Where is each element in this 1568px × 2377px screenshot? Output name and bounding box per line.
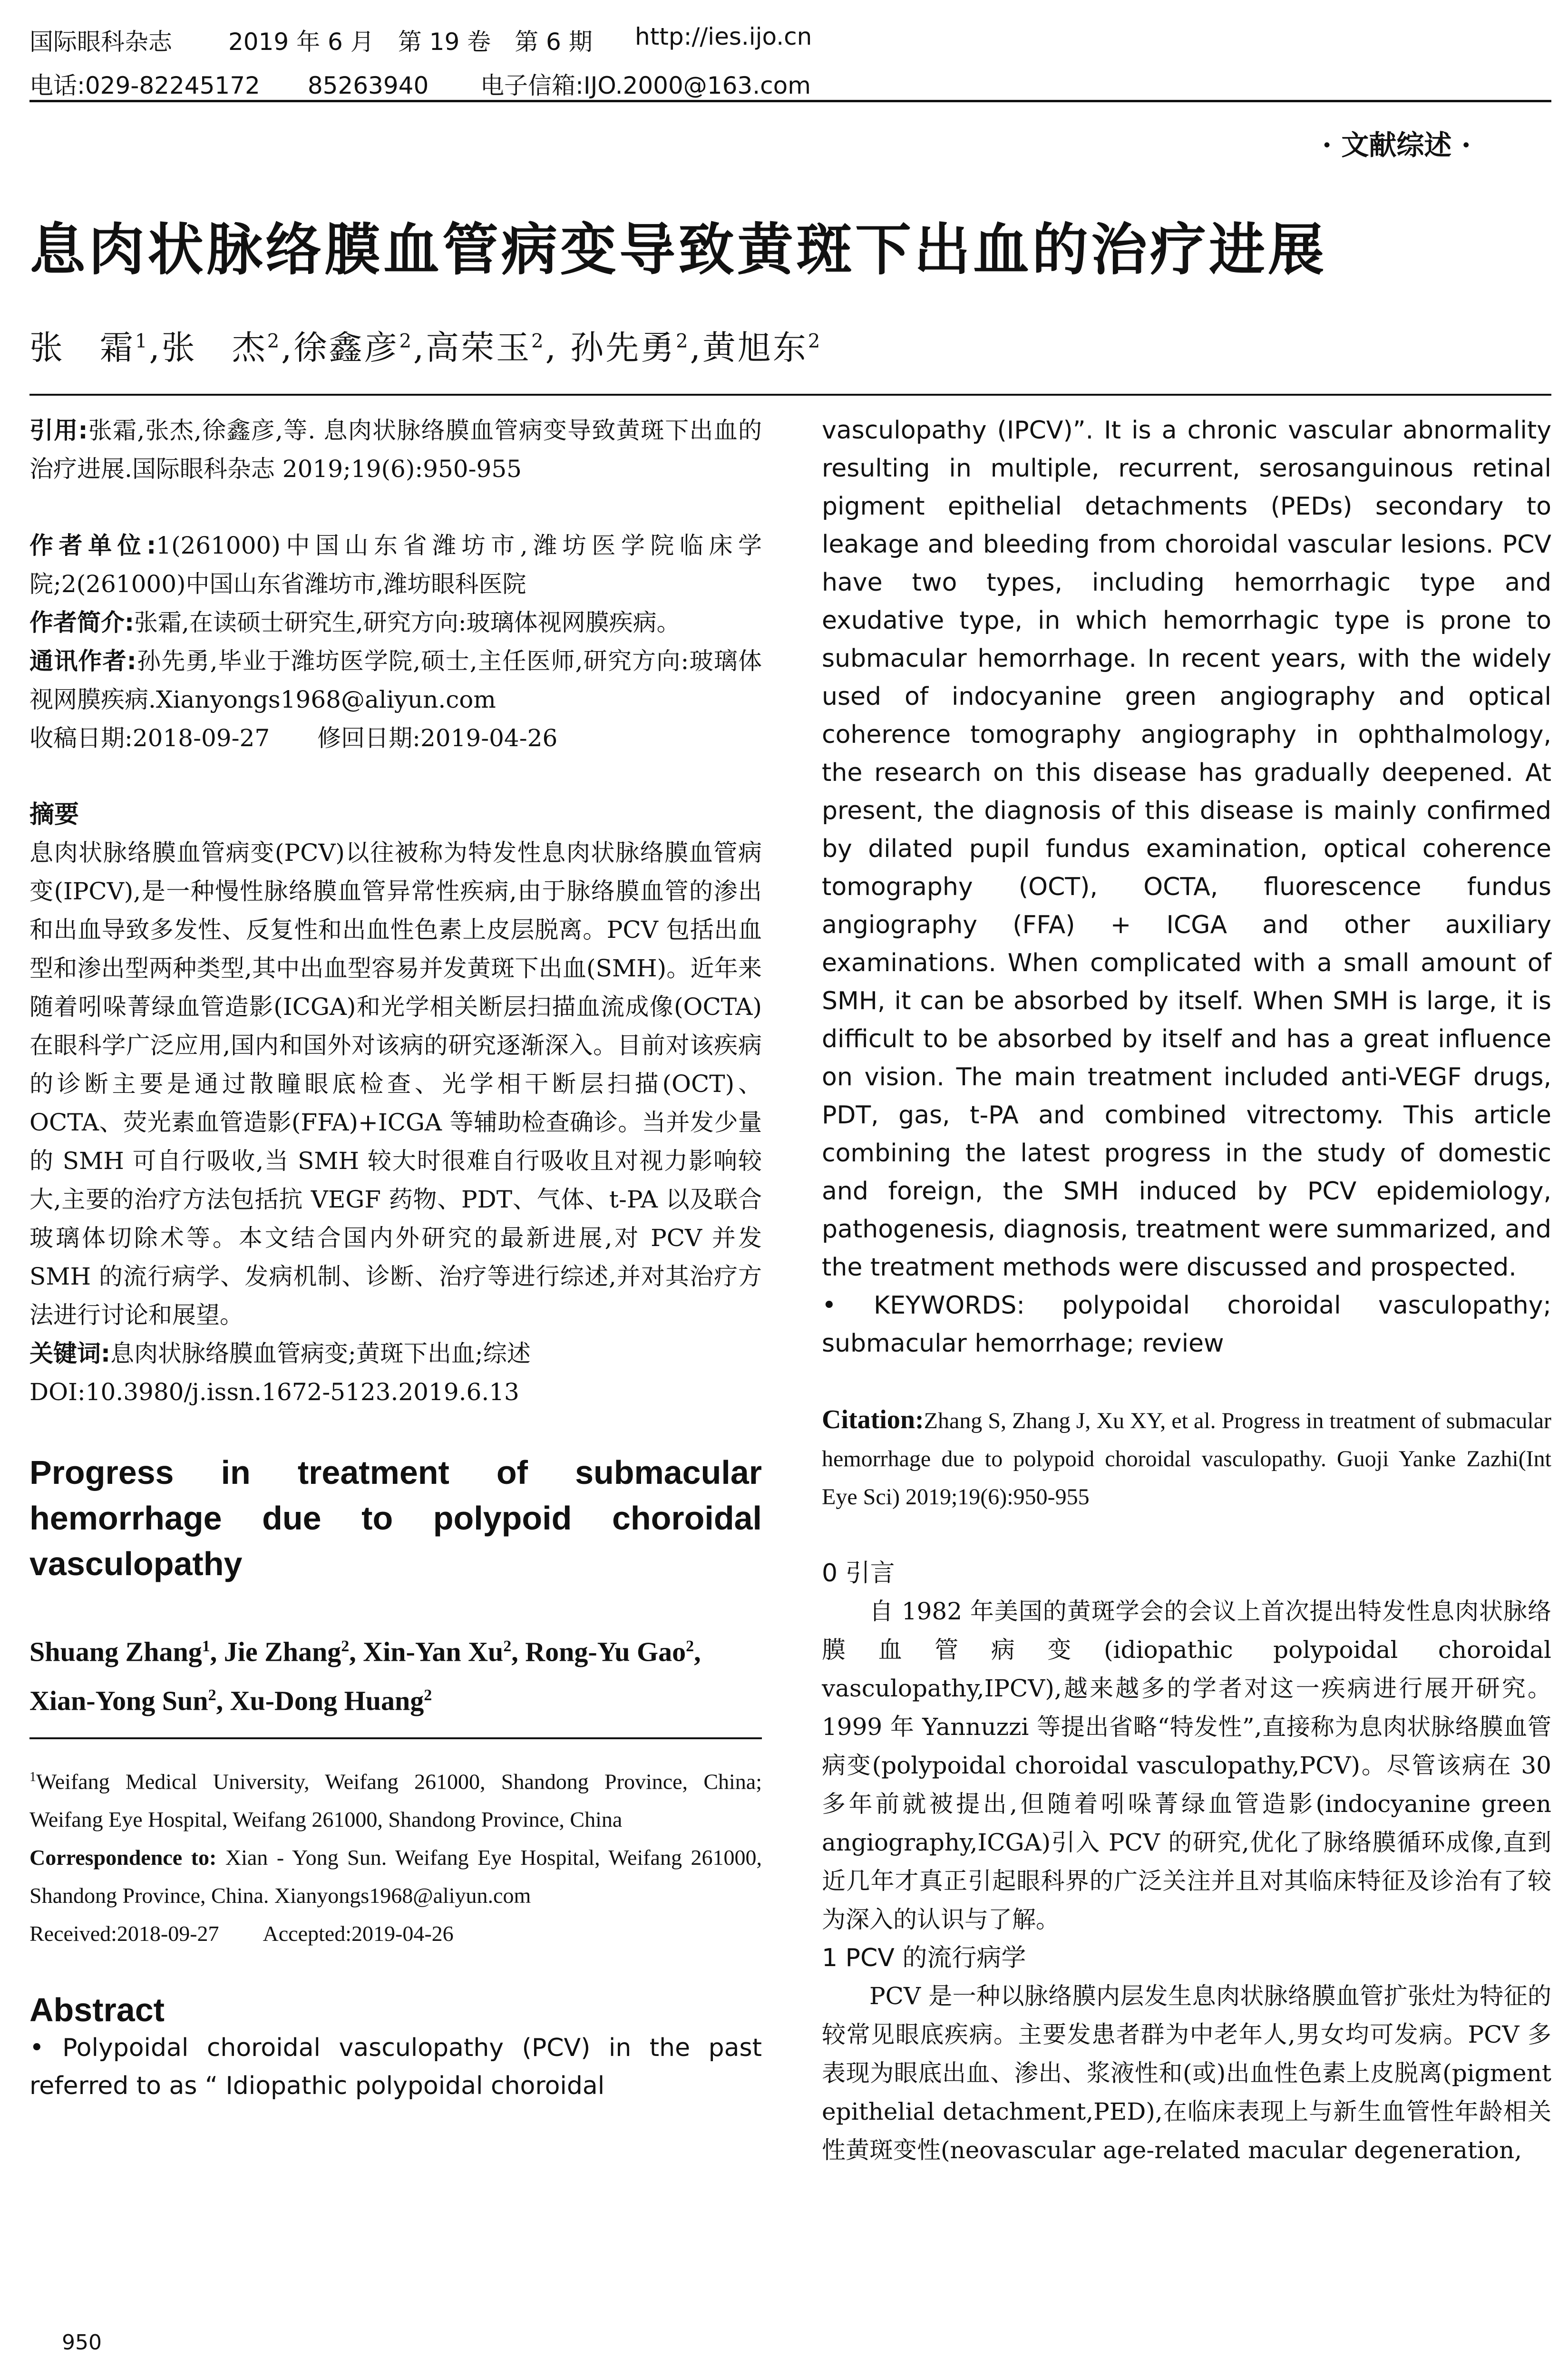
- journal-url: http://ies.ijo.cn: [635, 23, 812, 50]
- header-rule: [29, 100, 1551, 102]
- author-sup: 2: [267, 330, 282, 352]
- citation-block: 引用:张霜,张杰,徐鑫彦,等. 息肉状脉络膜血管病变导致黄斑下出血的治疗进展.国际眼科杂志 2019;19(6):950-955: [29, 417, 762, 483]
- english-title: Progress in treatment of submacular hemorrhage due to polypoid choroidal vasculopathy: [29, 1454, 762, 1582]
- author-list: 张 霜$^1$,张 杰$^2$,徐鑫彦$^2$,高荣玉$^2$, 孙先勇$^2$,黄旭东$^2$: [29, 328, 822, 367]
- dates: 收稿日期:2018-09-27 修回日期:2019-04-26: [29, 724, 558, 752]
- section-1-text: PCV 是一种以脉络膜内层发生息肉状脉络膜血管扩张灶为特征的较常见眼底疾病。主要发患者群为中老年人,男女均可发病。PCV 多表现为眼底出血、渗出、浆液性和(或)出血性色素上皮脱离(pigment epithelial detachment,PED),在临床表现上与新生血管性年龄相关性黄斑变性(neovascular age-related macular degeneration,: [822, 1982, 1551, 2164]
- english-keywords: • KEYWORDS: polypoidal choroidal vasculopathy; submacular hemorrhage; review: [822, 1291, 1551, 1358]
- abstract-text: 息肉状脉络膜血管病变(PCV)以往被称为特发性息肉状脉络膜血管病变(IPCV),是一种慢性脉络膜血管异常性疾病,由于脉络膜血管的渗出和出血导致多发性、反复性和出血性色素上皮层脱离。PCV 包括出血型和渗出型两种类型,其中出血型容易并发黄斑下出血(SMH)。近年来随着吲哚菁绿血管造影(ICGA)和光学相关断层扫描血流成像(OCTA)在眼科学广泛应用,国内和国外对该病的研究逐渐深入。目前对该疾病的诊断主要是通过散瞳眼底检查、光学相干断层扫描(OCT)、OCTA、荧光素血管造影(FFA)+ICGA 等辅助检查确诊。当并发少量的 SMH 可自行吸收,当 SMH 较大时很难自行吸收且对视力影响较大,主要的治疗方法包括抗 VEGF 药物、PDT、气体、t-PA 以及联合玻璃体切除术等。本文结合国内外研究的最新进展,对 PCV 并发 SMH 的流行病学、发病机制、诊断、治疗等进行综述,并对其治疗方法进行讨论和展望。: [29, 839, 762, 1329]
- right-column: [822, 411, 1551, 2170]
- left-column: [29, 411, 762, 2105]
- english-correspondence: Correspondence to: Xian - Yong Sun. Weifang Eye Hospital, Weifang 261000, Shandong Province, China. Xianyongs1968@aliyun.com: [29, 1845, 762, 1908]
- english-citation: Citation:Zhang S, Zhang J, Xu XY, et al. Progress in treatment of submacular hemorrhage due to polypoid choroidal vasculopathy. Guoji Yanke Zazhi(Int Eye Sci) 2019;19(6):950-955: [822, 1405, 1551, 1510]
- english-abstract-heading: Abstract: [29, 1991, 165, 2028]
- keywords: 关键词:息肉状脉络膜血管病变;黄斑下出血;综述: [29, 1340, 531, 1367]
- section-1-heading: 1 PCV 的流行病学: [822, 1944, 1026, 1972]
- english-affiliation: $^1$Weifang Medical University, Weifang 261000, Shandong Province, China; Weifang Eye Hospital, Weifang 261000, Shandong Province, China: [29, 1769, 762, 1831]
- journal-phone: 电话:029-82245172 85263940: [29, 72, 429, 99]
- issue-info: 2019 年 6 月 第 19 卷 第 6 期: [228, 28, 593, 56]
- author-sup: 2: [808, 330, 822, 352]
- journal-email: 电子信箱:IJO.2000@163.com: [480, 72, 811, 99]
- doi: DOI:10.3980/j.issn.1672-5123.2019.6.13: [29, 1378, 519, 1406]
- english-abstract-cont: vasculopathy (IPCV)”. It is a chronic vascular abnormality resulting in multiple, recurrent, serosanguinous retinal pigment epithelial detachments (PEDs) secondary to leakage and bleeding from choroidal vascular lesions. PCV have two types, including hemorrhagic type and exudative type, in which hemorrhagic type is prone to submacular hemorrhage. In recent years, with the widely used of indocyanine green angiography and optical coherence tomography angiography in ophthalmology, the research on this disease has gradually deepened. At present, the diagnosis of this disease is mainly confirmed by dilated pupil fundus examination, optical coherence tomography (OCT), OCTA, fluorescence fundus angiography (FFA) + ICGA and other auxiliary examinations. When complicated with a small amount of SMH, it can be absorbed by itself. When SMH is large, it is difficult to be absorbed by itself and has a great influence on vision. The main treatment included anti-VEGF drugs, PDT, gas, t-PA and combined vitrectomy. This article combining the latest progress in the study of domestic and foreign, the SMH induced by PCV epidemiology, pathogenesis, diagnosis, treatment were summarized, and the treatment methods were discussed and prospected.: [822, 416, 1551, 1282]
- author-sup: 1: [135, 330, 149, 352]
- author: 徐鑫彦: [293, 328, 399, 367]
- title-rule: [29, 394, 1551, 396]
- author: 高荣玉: [426, 328, 532, 367]
- correspondence-block: 通讯作者:孙先勇,毕业于潍坊医学院,硕士,主任医师,研究方向:玻璃体视网膜疾病.Xianyongs1968@aliyun.com: [29, 647, 762, 713]
- author-sup: 2: [399, 330, 413, 352]
- english-authors: Shuang Zhang$^1$, Jie Zhang$^2$, Xin-Yan Xu$^2$, Rong-Yu Gao$^2$, Xian-Yong Sun$^2$, Xu-Dong Huang$^2$: [29, 1636, 701, 1716]
- section-tag: · 文献综述 ·: [1322, 129, 1471, 161]
- journal-name: 国际眼科杂志: [29, 28, 172, 56]
- english-abstract-start: • Polypoidal choroidal vasculopathy (PCV) in the past referred to as “ Idiopathic polypoidal choroidal: [29, 2033, 762, 2100]
- author: 张 霜: [29, 328, 135, 367]
- abstract-heading: 摘要: [29, 800, 79, 829]
- page-number: 950: [62, 2330, 102, 2355]
- author: 张 杰: [161, 328, 267, 367]
- section-0-text: 自 1982 年美国的黄斑学会的会议上首次提出特发性息肉状脉络膜血管病变(idiopathic polypoidal choroidal vasculopathy,IPCV),越来越多的学者对这一疾病进行展开研究。1999 年 Yannuzzi 等提出省略“特发性”,直接称为息肉状脉络膜血管病变(polypoidal choroidal vasculopathy,PCV)。尽管该病在 30 多年前就被提出,但随着吲哚菁绿血管造影(indocyanine green angiography,ICGA)引入 PCV 的研究,优化了脉络膜循环成像,直到近几年才真正引起眼科界的广泛关注并且对其临床特征及诊治有了较为深入的认识与了解。: [822, 1598, 1551, 1933]
- author-sup: 2: [676, 330, 690, 352]
- author-sup: 2: [531, 330, 545, 352]
- english-dates: Received:2018-09-27 Accepted:2019-04-26: [29, 1921, 454, 1946]
- section-0-heading: 0 引言: [822, 1559, 895, 1588]
- article-title: 息肉状脉络膜血管病变导致黄斑下出血的治疗进展: [29, 217, 1327, 283]
- affiliation-block: 作者单位:1(261000)中国山东省潍坊市,潍坊医学院临床学院;2(261000)中国山东省潍坊市,潍坊眼科医院: [29, 532, 762, 598]
- author: 黄旭东: [702, 328, 808, 367]
- bio-block: 作者简介:张霜,在读硕士研究生,研究方向:玻璃体视网膜疾病。: [29, 609, 681, 636]
- author: 孙先勇: [570, 328, 676, 367]
